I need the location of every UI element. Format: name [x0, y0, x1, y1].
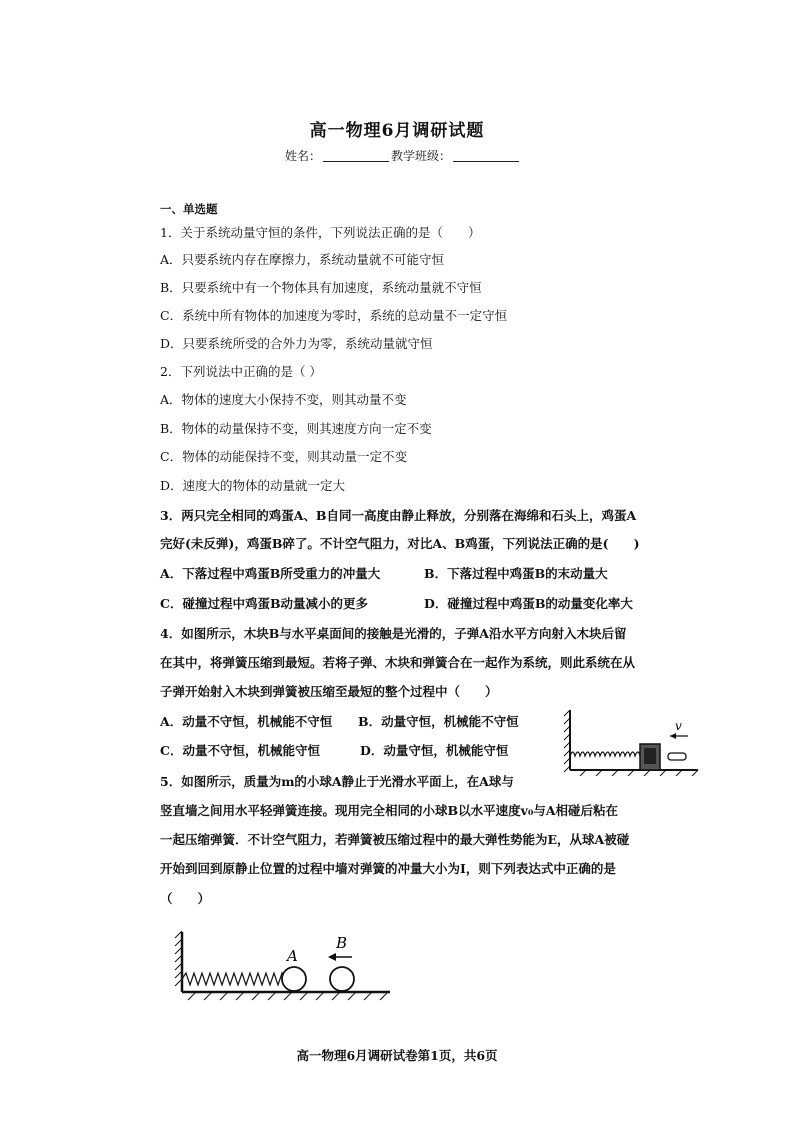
page-title: 高一物理6月调研试题 [309, 121, 485, 141]
q4-stem-line-3: 子弹开始射入木块到弹簧被压缩至最短的整个过程中（ ） [160, 684, 498, 699]
q5-stem-line-3: 一起压缩弹簧．不计空气阻力，若弹簧被压缩过程中的最大弹性势能为E，从球A被碰 [160, 832, 630, 847]
q4-stem-line-2: 在其中，将弹簧压缩到最短。若将子弹、木块和弹簧合在一起作为系统，则此系统在从 [160, 655, 636, 670]
page-footer: 高一物理6月调研试卷第1页，共6页 [296, 1048, 498, 1063]
q5-stem-line-1: 5．如图所示，质量为m的小球A静止于光滑水平面上，在A球与 [160, 774, 514, 789]
q3-option-d: D．碰撞过程中鸡蛋B的动量变化率大 [424, 596, 633, 611]
q5-stem-line-4: 开始到回到原静止位置的过程中墙对弹簧的冲量大小为I，则下列表达式中正确的是 [160, 861, 616, 876]
q1-option-a: A．只要系统内存在摩擦力，系统动量就不可能守恒 [160, 252, 445, 267]
q1-stem: 1．关于系统动量守恒的条件，下列说法正确的是（ ） [160, 225, 481, 240]
q2-option-a: A．物体的速度大小保持不变，则其动量不变 [160, 392, 407, 407]
q5-label-b: B [336, 934, 348, 952]
q2-option-c: C．物体的动能保持不变，则其动量一定不变 [160, 449, 408, 464]
section-title: 一、单选题 [160, 202, 218, 216]
q1-option-c: C．系统中所有物体的加速度为零时，系统的总动量不一定守恒 [160, 308, 508, 323]
q5-label-a: A [287, 947, 298, 965]
q5-stem-line-2: 竖直墙之间用水平轻弹簧连接。现用完全相同的小球B以水平速度v₀与A相碰后粘在 [160, 803, 619, 818]
q4-figure [560, 706, 700, 776]
student-info [285, 147, 521, 164]
q3-stem-line-2: 完好(未反弹)，鸡蛋B碎了。不计空气阻力，对比A、B鸡蛋，下列说法正确的是( ) [160, 536, 640, 551]
q5-figure [170, 926, 392, 1006]
q4-option-a: A．动量不守恒，机械能不守恒 [160, 714, 333, 729]
class-blank[interactable] [453, 149, 519, 162]
class-label: 教学班级： [391, 149, 452, 163]
q4-option-d: D．动量守恒，机械能守恒 [360, 743, 509, 758]
q3-stem-line-1: 3．两只完全相同的鸡蛋A、B自同一高度由静止释放，分别落在海绵和石头上，鸡蛋A [160, 508, 637, 523]
q4-stem-line-1: 4．如图所示，木块B与水平桌面间的接触是光滑的，子弹A沿水平方向射入木块后留 [160, 626, 627, 641]
q4-option-b: B．动量守恒，机械能不守恒 [358, 714, 519, 729]
q2-option-b: B．物体的动量保持不变，则其速度方向一定不变 [160, 421, 432, 436]
q5-stem-line-5: （ ） [160, 891, 211, 906]
name-blank[interactable] [323, 149, 389, 162]
name-label: 姓名： [285, 149, 322, 163]
q4-option-c: C．动量不守恒，机械能守恒 [160, 743, 320, 758]
q2-stem: 2．下列说法中正确的是（ ） [160, 364, 322, 379]
q3-option-a: A．下落过程中鸡蛋B所受重力的冲量大 [160, 566, 381, 581]
q4-velocity-label: v [675, 719, 682, 733]
q1-option-b: B．只要系统中有一个物体具有加速度，系统动量就不守恒 [160, 280, 482, 295]
q1-option-d: D．只要系统所受的合外力为零，系统动量就守恒 [160, 336, 433, 351]
q3-option-b: B．下落过程中鸡蛋B的末动量大 [424, 566, 608, 581]
q2-option-d: D．速度大的物体的动量就一定大 [160, 478, 346, 493]
q3-option-c: C．碰撞过程中鸡蛋B动量减小的更多 [160, 596, 369, 611]
